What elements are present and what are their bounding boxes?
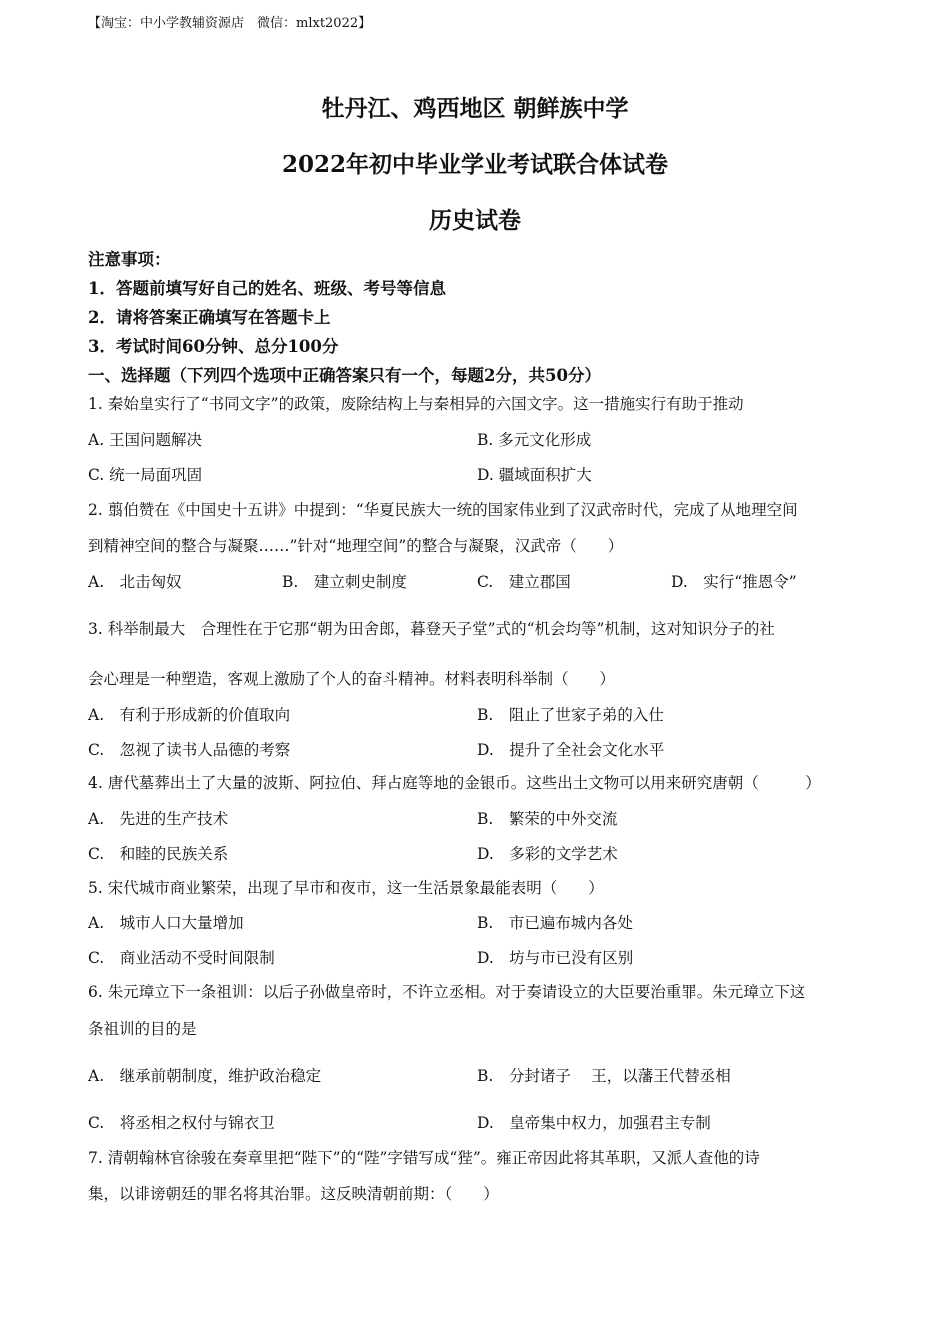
question-line: 到精神空间的整合与凝聚……”针对“地理空间”的整合与凝聚，汉武帝（ ） [88,537,624,555]
option: A. 北击匈奴 [88,573,182,591]
option: A. 城市人口大量增加 [88,914,244,932]
question-line: 会心理是一种塑造，客观上激励了个人的奋斗精神。材料表明科举制（ ） [88,670,616,688]
school-title: 牡丹江、鸡西地区 朝鲜族中学 [321,95,629,122]
option: A. 继承前朝制度，维护政治稳定 [88,1067,322,1085]
option: D. 坊与市已没有区别 [477,949,634,967]
section-heading: 一、选择题（下列四个选项中正确答案只有一个，每题2分，共50分） [88,366,601,385]
notice-item: 1．答题前填写好自己的姓名、班级、考号等信息 [88,279,446,298]
option: A. 有利于形成新的价值取向 [88,706,291,724]
option: B. 繁荣的中外交流 [477,810,618,828]
option: C. 建立郡国 [477,573,571,591]
option: B. 阻止了世家子弟的入仕 [477,706,664,724]
option: B. 分封诸子 王，以藩王代替丞相 [477,1067,731,1085]
option: C. 将丞相之权付与锦衣卫 [88,1114,275,1132]
option: C. 商业活动不受时间限制 [88,949,275,967]
question-line: 6. 朱元璋立下一条祖训：以后子孙做皇帝时，不许立丞相。对于奏请设立的大臣要治重罪。朱元璋立下这 [88,983,806,1001]
question-line: 3. 科举制最大 合理性在于它那“朝为田舍郎，暮登天子堂”式的“机会均等”机制，这对知识分子的社 [88,620,775,638]
notice-item: 3．考试时间60分钟、总分100分 [88,337,339,356]
question-line: 4. 唐代墓葬出土了大量的波斯、阿拉伯、拜占庭等地的金银币。这些出土文物可以用来研究唐朝（ ） [88,774,821,792]
question-line: 1. 秦始皇实行了“书同文字”的政策，废除结构上与秦相异的六国文字。这一措施实行有助于推动 [88,395,744,413]
subject-title: 历史试卷 [429,207,521,234]
notice-heading: 注意事项： [88,250,171,269]
option: C. 统一局面巩固 [88,466,203,484]
option: C. 忽视了读书人品德的考察 [88,741,291,759]
option: B. 市已遍布城内各处 [477,914,633,932]
option: D. 皇帝集中权力，加强君主专制 [477,1114,711,1132]
option: A. 王国问题解决 [88,431,203,449]
question-line: 集，以诽谤朝廷的罪名将其治罪。这反映清朝前期：（ ） [88,1185,499,1203]
question-line: 5. 宋代城市商业繁荣，出现了早市和夜市，这一生活景象最能表明（ ） [88,879,604,897]
question-line: 2. 翦伯赞在《中国史十五讲》中提到：“华夏民族大一统的国家伟业到了汉武帝时代，完成了从地理空间 [88,501,798,519]
question-line: 条祖训的目的是 [88,1020,197,1038]
option: B. 多元文化形成 [477,431,592,449]
option: D. 实行“推恩令” [671,573,797,591]
notice-item: 2．请将答案正确填写在答题卡上 [88,308,331,327]
option: D. 疆域面积扩大 [477,466,592,484]
option: B. 建立刺史制度 [282,573,407,591]
question-line: 7. 清朝翰林官徐骏在奏章里把“陛下”的“陛”字错写成“狴”。雍正帝因此将其革职，又派人查他的诗 [88,1149,760,1167]
option: A. 先进的生产技术 [88,810,229,828]
exam-title: 2022年初中毕业学业考试联合体试卷 [281,151,668,178]
option: D. 提升了全社会文化水平 [477,741,665,759]
page-header: 【淘宝：中小学教辅资源店 微信：mlxt2022】 [88,16,372,31]
option: D. 多彩的文学艺术 [477,845,618,863]
option: C. 和睦的民族关系 [88,845,229,863]
